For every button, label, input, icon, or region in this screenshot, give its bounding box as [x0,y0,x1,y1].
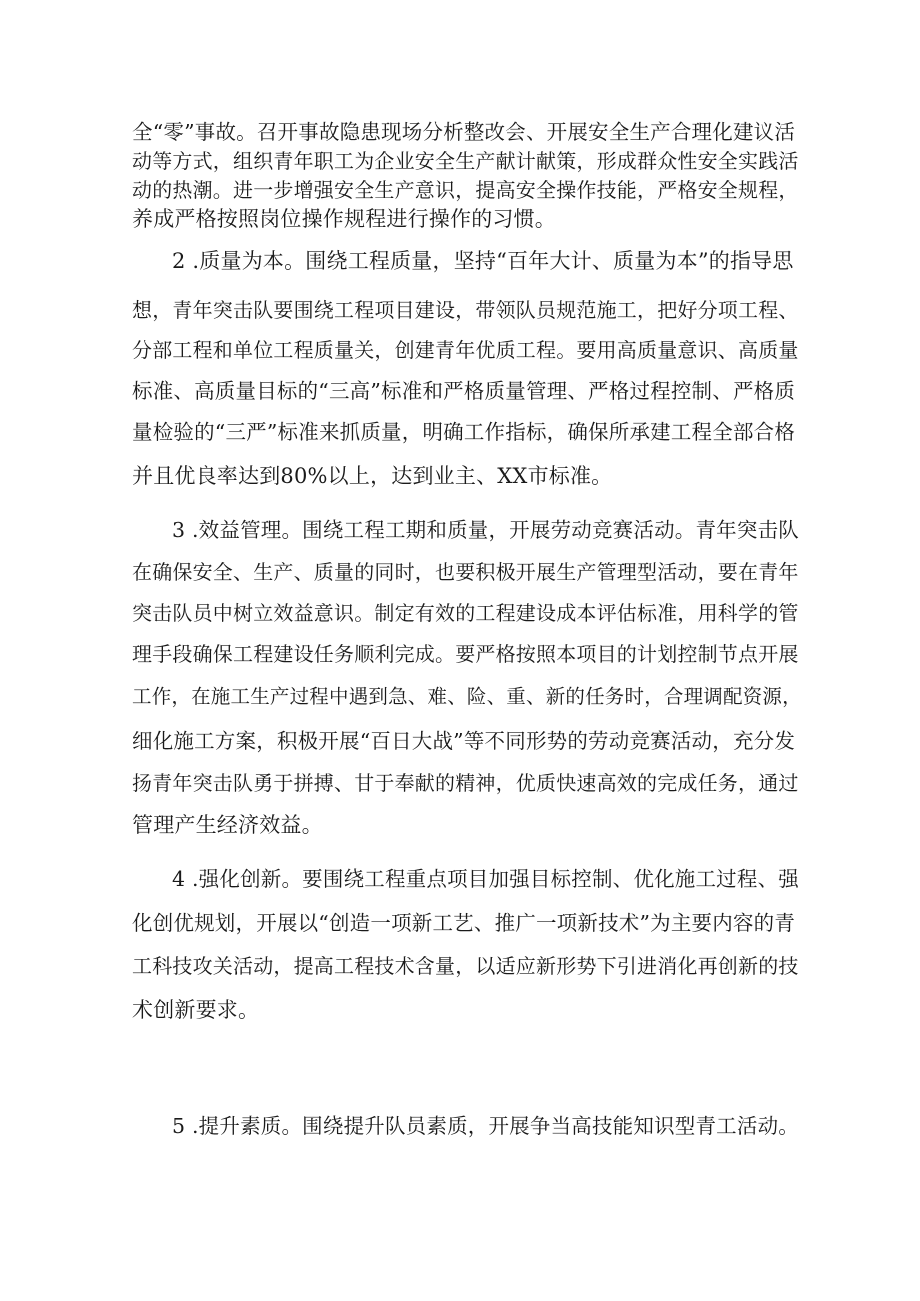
text-line: 养成严格按照岗位操作规程进行操作的习惯。 [132,207,556,231]
text-line: 细化施工方案，积极开展“百日大战”等不同形势的劳动竞赛活动，充分发 [132,729,796,753]
text-line: 动等方式，组织青年职工为企业安全生产献计献策，形成群众性安全实践活 [132,149,799,173]
text-line: 2 .质量为本。围绕工程质量，坚持“百年大计、质量为本”的指导思 [172,249,794,273]
text-line: 想，青年突击队要围绕工程项目建设，带领队员规范施工，把好分项工程、 [132,298,799,322]
text-line: 在确保安全、生产、质量的同时，也要积极开展生产管理型活动，要在青年 [132,560,799,584]
text-line: 管理产生经济效益。 [132,813,323,837]
text-line: 5 .提升素质。围绕提升队员素质，开展争当高技能知识型青工活动。 [172,1114,799,1138]
text-line: 并且优良率达到80%以上，达到业主、XX市标准。 [132,464,613,488]
text-line: 分部工程和单位工程质量关，创建青年优质工程。要用高质量意识、高质量 [132,338,799,362]
text-line: 突击队员中树立效益意识。制定有效的工程建设成本评估标准，用科学的管 [132,601,799,625]
text-line: 量检验的“三严”标准来抓质量，明确工作指标，确保所承建工程全部合格 [132,420,796,444]
text-line: 动的热潮。进一步增强安全生产意识，提高安全操作技能，严格安全规程， [132,178,799,202]
text-line: 化创优规划，开展以“创造一项新工艺、推广一项新技术”为主要内容的青 [132,911,796,935]
text-line: 标准、高质量目标的“三高”标准和严格质量管理、严格过程控制、严格质 [132,379,796,403]
text-line: 3 .效益管理。围绕工程工期和质量，开展劳动竞赛活动。青年突击队 [172,518,799,542]
text-line: 扬青年突击队勇于拼搏、甘于奉献的精神，优质快速高效的完成任务，通过 [132,771,799,795]
text-line: 理手段确保工程建设任务顺利完成。要严格按照本项目的计划控制节点开展 [132,642,799,666]
text-line: 工科技攻关活动，提高工程技术含量，以适应新形势下引进消化再创新的技 [132,954,799,978]
text-line: 工作，在施工生产过程中遇到急、难、险、重、新的任务时，合理调配资源， [132,685,802,708]
text-line: 全“零”事故。召开事故隐患现场分析整改会、开展安全生产合理化建议活 [132,120,796,144]
text-line: 术创新要求。 [132,998,260,1022]
text-line: 4 .强化创新。要围绕工程重点项目加强目标控制、优化施工过程、强 [172,867,799,891]
